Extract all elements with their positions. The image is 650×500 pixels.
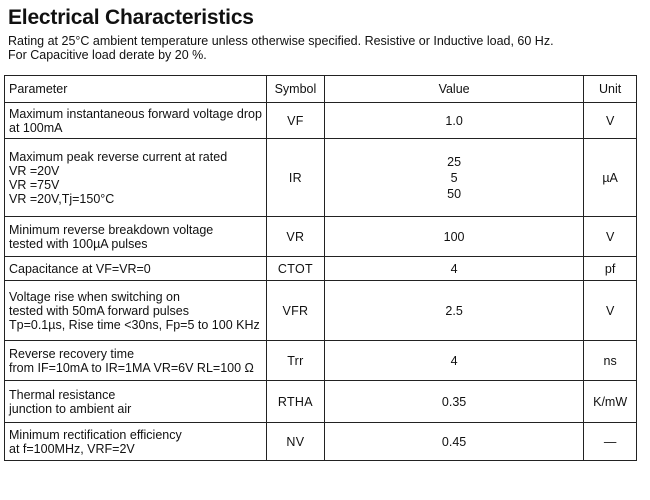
value-cell xyxy=(324,139,583,217)
table-row xyxy=(5,423,637,461)
column-header-symbol: Symbol xyxy=(266,76,324,103)
parameter-line: tested with 100µA pulses xyxy=(9,236,148,251)
symbol-cell: VR xyxy=(266,217,324,257)
symbol-cell: VFR xyxy=(266,281,324,341)
column-header-unit: Unit xyxy=(584,76,637,103)
value-text: 0.35 xyxy=(441,394,467,409)
symbol-cell: NV xyxy=(266,423,324,461)
parameter-cell xyxy=(5,217,267,257)
value-text: 1.0 xyxy=(445,113,463,128)
parameter-line: tested with 50mA forward pulses xyxy=(9,303,189,318)
symbol-cell: CTOT xyxy=(266,257,324,281)
parameter-cell xyxy=(5,281,267,341)
table-row xyxy=(5,281,637,341)
parameter-cell xyxy=(5,103,267,139)
unit-cell: ns xyxy=(584,341,637,381)
unit-cell: V xyxy=(584,281,637,341)
value-cell xyxy=(324,103,583,139)
value-text: 5 xyxy=(450,170,458,185)
parameter-line: Capacitance at VF=VR=0 xyxy=(9,261,151,276)
value-text: 2.5 xyxy=(445,303,463,318)
parameter-cell xyxy=(5,139,267,217)
value-cell xyxy=(324,423,583,461)
value-text: 0.45 xyxy=(441,434,467,449)
unit-cell: V xyxy=(584,217,637,257)
parameter-line: at 100mA xyxy=(9,120,63,135)
unit-cell: K/mW xyxy=(584,381,637,423)
value-cell xyxy=(324,281,583,341)
parameter-cell xyxy=(5,341,267,381)
value-text: 25 xyxy=(447,154,462,169)
unit-cell: — xyxy=(584,423,637,461)
table-header-row xyxy=(5,76,637,103)
table-row xyxy=(5,103,637,139)
parameter-line: Reverse recovery time xyxy=(9,346,135,361)
capacitive-derate-note: For Capacitive load derate by 20 %. xyxy=(8,48,207,62)
parameter-line: from IF=10mA to IR=1MA VR=6V RL=100 Ω xyxy=(9,360,254,375)
value-cell xyxy=(324,381,583,423)
parameter-line: VR =20V,Tj=150°C xyxy=(9,191,115,206)
value-cell xyxy=(324,217,583,257)
table-row xyxy=(5,341,637,381)
rating-note: Rating at 25°C ambient temperature unless otherwise specified. Resistive or Inductive load, 60 Hz. xyxy=(8,34,554,48)
symbol-cell: RTHA xyxy=(266,381,324,423)
page-title: Electrical Characteristics xyxy=(8,6,254,29)
parameter-line: Minimum reverse breakdown voltage xyxy=(9,222,214,237)
unit-cell: µA xyxy=(584,139,637,217)
value-text: 4 xyxy=(450,353,458,368)
table-row xyxy=(5,217,637,257)
column-header-parameter: Parameter xyxy=(5,76,267,103)
table-row xyxy=(5,139,637,217)
parameter-line: Minimum rectification efficiency xyxy=(9,427,182,442)
table-row xyxy=(5,257,637,281)
parameter-line: at f=100MHz, VRF=2V xyxy=(9,441,135,456)
parameter-line: VR =75V xyxy=(9,177,60,192)
parameter-cell xyxy=(5,423,267,461)
value-cell xyxy=(324,257,583,281)
symbol-cell: IR xyxy=(266,139,324,217)
parameter-line: VR =20V xyxy=(9,163,60,178)
unit-cell: pf xyxy=(584,257,637,281)
column-header-value: Value xyxy=(324,76,583,103)
value-text: 4 xyxy=(450,261,458,276)
parameter-line: Thermal resistance xyxy=(9,387,116,402)
value-text: 50 xyxy=(447,186,462,201)
value-text: 100 xyxy=(443,229,465,244)
electrical-characteristics-table xyxy=(4,75,637,461)
parameter-line: Maximum peak reverse current at rated xyxy=(9,149,228,164)
parameter-line: Voltage rise when switching on xyxy=(9,289,180,304)
parameter-line: Tp=0.1µs, Rise time <30ns, Fp=5 to 100 KHz xyxy=(9,317,260,332)
parameter-cell xyxy=(5,381,267,423)
value-cell xyxy=(324,341,583,381)
parameter-line: Maximum instantaneous forward voltage drop xyxy=(9,106,262,121)
symbol-cell: VF xyxy=(266,103,324,139)
symbol-cell: Trr xyxy=(266,341,324,381)
unit-cell: V xyxy=(584,103,637,139)
parameter-line: junction to ambient air xyxy=(9,401,132,416)
table-row xyxy=(5,381,637,423)
parameter-cell xyxy=(5,257,267,281)
